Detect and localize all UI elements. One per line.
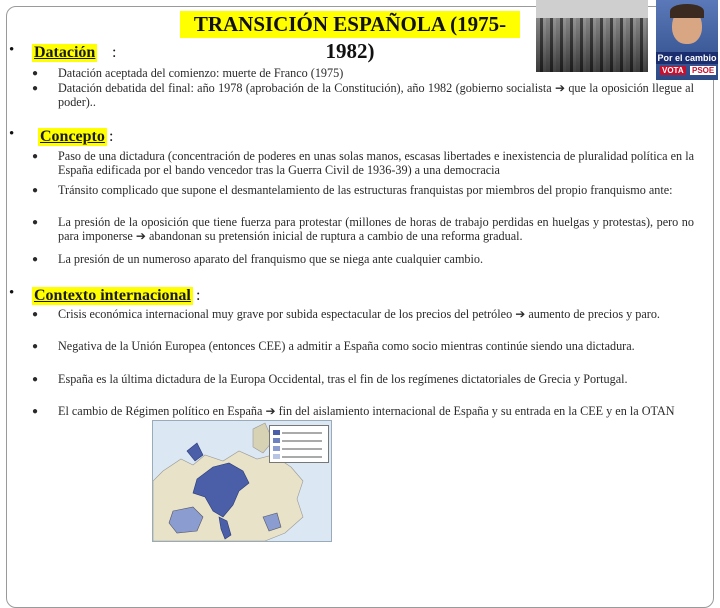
right-arrow-icon: ➔ — [515, 307, 526, 321]
small-bullet-icon: ● — [32, 254, 39, 265]
small-bullet-icon: ● — [32, 309, 39, 320]
list-item: ● Datación debatida del final: año 1978 (aprobación de la Constitución), año 1982 (gobierno socialista ➔ que la oposición llegue al poder).. — [32, 81, 694, 109]
crowd-photo — [536, 0, 648, 72]
right-arrow-icon: ➔ — [265, 404, 276, 418]
small-bullet-icon: ● — [32, 151, 39, 162]
bullet-icon: • — [9, 285, 15, 301]
list-item: ● Negativa de la Unión Europea (entonces CEE) a admitir a España como socio mientras continúe siendo una dictadura. — [32, 339, 635, 353]
list-item: ● Paso de una dictadura (concentración de poderes en unas solas manos, escasas libertades e inexistencia de pluralidad política en la España edificada por el bando vencedor tras la Guerra Civil de 1936-39) a una democracia — [32, 149, 694, 177]
small-bullet-icon: ● — [32, 68, 39, 79]
small-bullet-icon: ● — [32, 341, 39, 352]
poster-party: PSOE — [692, 66, 715, 75]
small-bullet-icon: ● — [32, 217, 39, 228]
poster-portrait-hair — [670, 4, 704, 18]
small-bullet-icon: ● — [32, 185, 39, 196]
list-item: ● La presión de la oposición que tiene fuerza para protestar (millones de horas de trabajo perdidas en huelgas y protestas), pero no para imponerse ➔ abandonan su pretensión inicial de ruptura a cambio de una reforma gradual. — [32, 215, 694, 243]
list-item: ● El cambio de Régimen político en España ➔ fin del aislamiento internacional de España y su entrada en la CEE y en la OTAN — [32, 404, 675, 418]
section-heading: Datación — [34, 44, 96, 61]
europe-map — [152, 420, 332, 542]
slide-title-text: TRANSICIÓN ESPAÑOLA (1975-1982) — [193, 12, 507, 63]
section-heading: Concepto — [40, 128, 105, 145]
list-item: ● España es la última dictadura de la Europa Occidental, tras el fin de los regímenes dictatoriales de Grecia y Portugal. — [32, 372, 628, 386]
bullet-icon: • — [9, 126, 15, 142]
right-arrow-icon: ➔ — [554, 81, 566, 95]
small-bullet-icon: ● — [32, 83, 39, 94]
slide-title — [180, 11, 520, 63]
list-item: ● Datación aceptada del comienzo: muerte de Franco (1975) — [32, 66, 344, 80]
bullet-icon: • — [9, 42, 15, 58]
list-item: ● Crisis económica internacional muy grave por subida espectacular de los precios del petróleo ➔ aumento de precios y paro. — [32, 307, 660, 321]
section-heading: Contexto internacional — [34, 287, 191, 304]
map-legend — [269, 425, 329, 463]
photo-sky — [536, 0, 648, 18]
poster-slogan: Por el cambio — [657, 53, 717, 63]
list-item: ● Tránsito complicado que supone el desmantelamiento de las estructuras franquistas por miembros del propio franquismo ante: — [32, 183, 673, 197]
poster-vote: VOTA — [662, 66, 684, 75]
small-bullet-icon: ● — [32, 406, 39, 417]
small-bullet-icon: ● — [32, 374, 39, 385]
right-arrow-icon: ➔ — [135, 228, 146, 243]
list-item: ● La presión de un numeroso aparato del franquismo que se niega ante cualquier cambio. — [32, 252, 484, 266]
